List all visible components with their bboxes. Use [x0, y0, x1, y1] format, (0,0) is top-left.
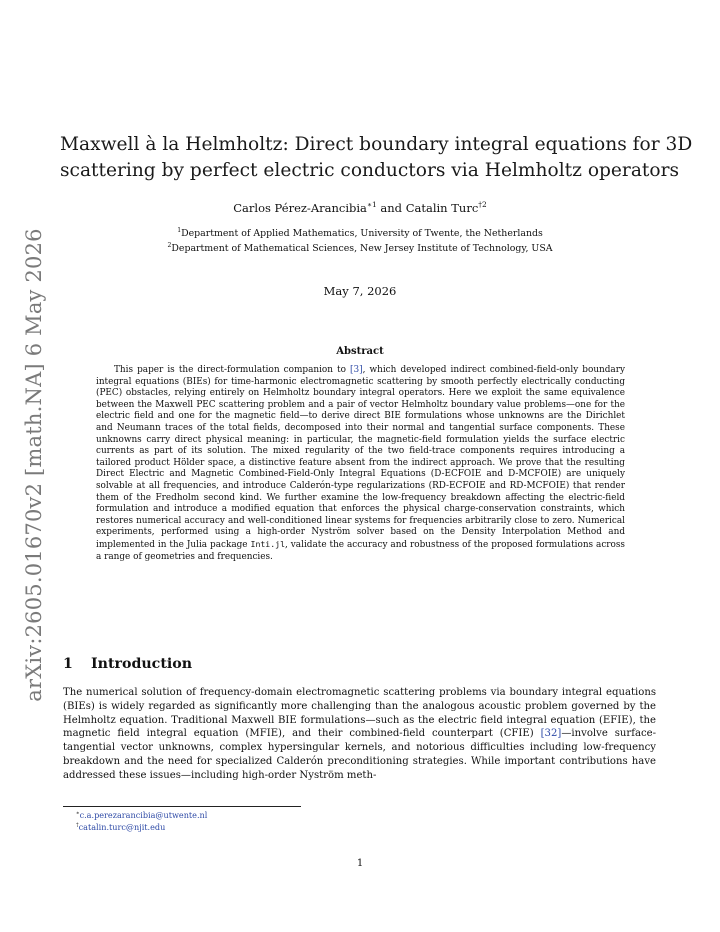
section-title: Introduction	[91, 656, 193, 672]
affiliation-1	[60, 227, 660, 242]
footnote-1	[76, 809, 207, 821]
paper-date: May 7, 2026	[323, 284, 397, 298]
abstract-body	[96, 365, 625, 563]
footnote-1-mark: ∗	[76, 810, 80, 817]
affiliation-2-mark: 2	[167, 241, 172, 249]
authors-conjunction: and	[376, 201, 406, 215]
footnote-2	[76, 821, 207, 833]
abstract-text-1: This paper is the direct-formulation companion to	[114, 365, 351, 375]
intro-citation-link[interactable]: [32]	[540, 728, 562, 740]
abstract-text-2: , which developed indirect combined-field-only boundary integral equations (BIEs) for time-harmonic electromagnetic scattering by smooth perfectly electrically conducting (PEC) obstacles, relying entirely on Helmholtz boundary integral operators. Here we exploit the same equivalence between the Maxwell PEC scattering problem and a pair of vector Helmholtz boundary value problems—one for the electric field and one for the magnetic field—to derive direct BIE formulations whose unknowns are the Dirichlet and Neumann traces of the total fields, decomposed into their normal and tangential surface components. These unknowns carry direct physical meaning: in particular, the magnetic-field formulation yields the surface electric currents as part of its solution. The mixed regularity of the two field-trace components requires introducing a tailored product Hölder space, a distinctive feature absent from the indirect approach. We prove that the resulting Direct Electric and Magnetic Combined-Field-Only Integral Equations (D-ECFOIE and D-MCFOIE) are uniquely solvable at all frequencies, and introduce Calderón-type regularizations (RD-ECFOIE and RD-MCFOIE) that render them of the Fredholm second kind. We further examine the low-frequency breakdown affecting the electric-field formulation and introduce a modified equation that enforces the physical charge-conservation constraints, which restores numerical accuracy and well-conditioned linear systems for frequencies arbitrarily close to zero. Numerical experiments, performed using a high-order Nyström solver based on the Density Interpolation Method and implemented in the Julia package	[96, 365, 625, 550]
abstract-code-package: Inti.jl	[250, 538, 286, 549]
page-number: 1	[356, 858, 364, 869]
author-2-name: Catalin Turc	[405, 201, 479, 215]
footnote-rule	[63, 806, 301, 807]
author-1-mark: ∗1	[366, 200, 377, 210]
authors	[60, 200, 660, 216]
paper-title	[60, 132, 693, 184]
title-line-1: Maxwell à la Helmholtz: Direct boundary integral equations for 3D	[60, 134, 693, 155]
arxiv-identifier-text: arXiv:2605.01670v2 [math.NA] 6 May 2026	[22, 228, 46, 702]
affiliation-2	[60, 242, 660, 257]
section-number: 1	[63, 656, 73, 672]
author-2-mark: †2	[478, 200, 487, 210]
affiliation-1-text: Department of Applied Mathematics, University of Twente, the Netherlands	[181, 228, 543, 239]
affiliation-2-text: Department of Mathematical Sciences, New Jersey Institute of Technology, USA	[171, 242, 553, 254]
abstract-heading: Abstract	[336, 346, 384, 357]
affiliations	[60, 227, 660, 256]
intro-text-2: —involve surface-tangential vector unknowns, complex hypersingular kernels, and notorious difficulties including low-frequency breakdown and the need for specialized Calderón preconditioning strategies. While important contributions have addressed these issues—including high-order Nyström meth-	[63, 728, 656, 781]
footnote-1-email-link[interactable]: c.a.perezarancibia@utwente.nl	[79, 810, 208, 820]
arxiv-identifier	[14, 228, 54, 702]
author-1-name: Carlos Pérez-Arancibia	[233, 201, 367, 215]
section-heading	[63, 656, 192, 672]
intro-text-1: The numerical solution of frequency-domain electromagnetic scattering problems via boundary integral equations (BIEs) is widely regarded as significantly more challenging than the analogous acoustic problem governed by the Helmholtz equation. Traditional Maxwell BIE formulations—such as the electric field integral equation (EFIE), the magnetic field integral equation (MFIE), and their combined-field counterpart (CFIE)	[63, 687, 656, 740]
affiliation-1-mark: 1	[177, 226, 182, 234]
footnotes	[76, 809, 207, 833]
introduction-paragraph	[63, 686, 656, 783]
abstract-text-3: , validate the accuracy and robustness of the proposed formulations across a range of geometries and frequencies.	[96, 539, 625, 562]
abstract-citation-link[interactable]: [3]	[350, 365, 363, 375]
footnote-2-email-link[interactable]: catalin.turc@njit.edu	[78, 822, 166, 832]
footnote-2-mark: †	[76, 822, 79, 829]
title-line-2: scattering by perfect electric conductors via Helmholtz operators	[60, 160, 679, 181]
